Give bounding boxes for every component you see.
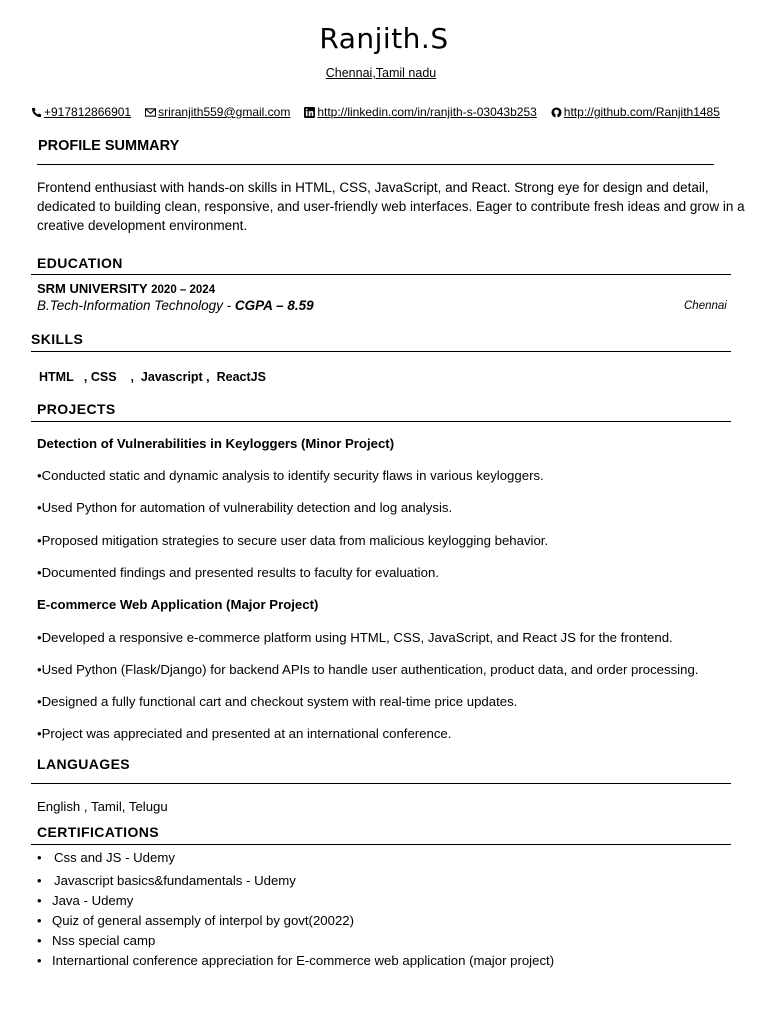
- school-name: SRM UNIVERSITY: [37, 281, 148, 296]
- education-divider: [31, 274, 731, 275]
- project-2-bullet: •Designed a fully functional cart and checkout system with real-time price updates.: [37, 694, 518, 709]
- project-1-title: Detection of Vulnerabilities in Keyloggers (Minor Project): [37, 436, 395, 451]
- email-link[interactable]: [145, 105, 290, 119]
- project-2-bullet: •Project was appreciated and presented at an international conference.: [37, 726, 452, 741]
- project-2-title: E-commerce Web Application (Major Project): [37, 597, 319, 612]
- education-degree-line: [37, 298, 314, 313]
- github-text: http://github.com/Ranjith1485: [563, 105, 720, 119]
- languages-list: English , Tamil, Telugu: [37, 799, 168, 814]
- github-link[interactable]: [551, 105, 720, 119]
- github-icon: [551, 107, 562, 118]
- education-city: Chennai: [684, 300, 727, 312]
- skills-list: HTML , CSS , Javascript , ReactJS: [39, 370, 266, 384]
- languages-divider: [31, 783, 731, 784]
- linkedin-text: http://linkedin.com/in/ranjith-s-03043b253: [317, 105, 537, 119]
- certification-item: • Javascript basics&fundamentals - Udemy: [37, 871, 554, 891]
- project-1-bullet: •Used Python for automation of vulnerability detection and log analysis.: [37, 500, 453, 515]
- certification-item: • Nss special camp: [37, 931, 554, 951]
- phone-link[interactable]: [31, 105, 131, 119]
- profile-summary-divider: [37, 164, 714, 165]
- languages-heading: LANGUAGES: [37, 756, 131, 772]
- certifications-divider: [31, 844, 731, 845]
- email-text: sriranjith559@gmail.com: [158, 105, 291, 119]
- projects-heading: PROJECTS: [37, 401, 116, 417]
- phone-icon: [31, 107, 42, 118]
- location: Chennai,Tamil nadu: [325, 66, 437, 80]
- project-2-bullet: •Used Python (Flask/Django) for backend APIs to handle user authentication, product data, and order processing.: [37, 662, 699, 677]
- cgpa: CGPA – 8.59: [234, 298, 314, 313]
- profile-summary-heading: PROFILE SUMMARY: [38, 138, 180, 154]
- degree: B.Tech-Information Technology -: [37, 298, 235, 313]
- email-icon: [145, 107, 156, 118]
- education-school-line: [37, 281, 215, 296]
- certification-item: • Internartional conference appreciation for E-commerce web application (major project): [37, 951, 554, 971]
- skills-divider: [31, 351, 731, 352]
- profile-summary-text: Frontend enthusiast with hands-on skills in HTML, CSS, JavaScript, and React. Strong eye for design and detail, dedicated to building clean, responsive, and user-friendly web interfaces. Eager to contribute fresh ideas and grow in a creative development environment.: [37, 180, 745, 233]
- project-1-bullet: •Proposed mitigation strategies to secure user data from malicious keylogging behavior.: [37, 533, 549, 548]
- certification-item: • Java - Udemy: [37, 891, 554, 911]
- skills-heading: SKILLS: [31, 331, 84, 347]
- certifications-list: [37, 848, 554, 971]
- certifications-heading: CERTIFICATIONS: [37, 824, 160, 840]
- linkedin-icon: [304, 107, 315, 118]
- phone-text: +917812866901: [44, 105, 132, 119]
- education-heading: EDUCATION: [37, 255, 123, 271]
- education-years: 2020 – 2024: [151, 284, 216, 296]
- project-2-bullet: •Developed a responsive e-commerce platform using HTML, CSS, JavaScript, and React JS for the frontend.: [37, 630, 673, 645]
- candidate-name: Ranjith.S: [319, 22, 449, 55]
- linkedin-link[interactable]: [304, 105, 536, 119]
- project-1-bullet: •Conducted static and dynamic analysis to identify security flaws in various keyloggers.: [37, 468, 544, 483]
- projects-divider: [31, 421, 731, 422]
- contact-bar: [31, 105, 751, 119]
- certification-item: • Quiz of general assemply of interpol by govt(20022): [37, 911, 554, 931]
- project-1-bullet: •Documented findings and presented results to faculty for evaluation.: [37, 565, 439, 580]
- certification-item: • Css and JS - Udemy: [37, 848, 554, 868]
